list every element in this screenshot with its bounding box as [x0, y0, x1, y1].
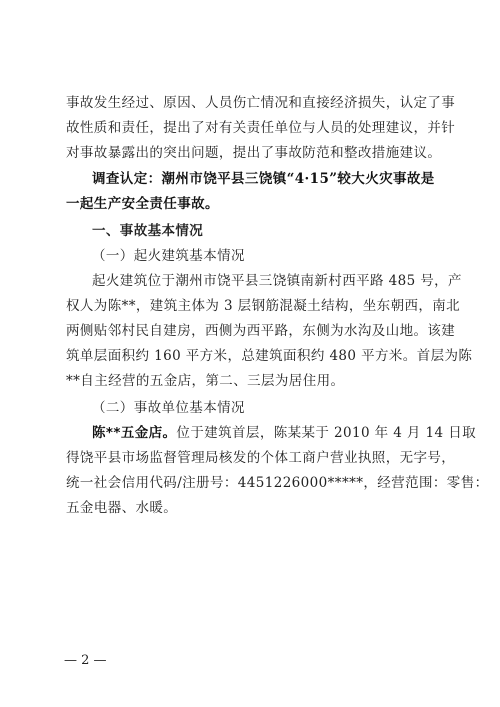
finding-line-2: 一起生产安全责任事故。 [66, 196, 219, 212]
company-name: 陈**五金店。 [92, 425, 177, 441]
finding-line-1 [92, 169, 446, 189]
finding-text-1: 潮州市饶平县三饶镇“4·15”较大火灾事故是 [161, 171, 435, 187]
sub1-heading: （一）起火建筑基本情况 [92, 248, 245, 264]
sub1-line-1: 起火建筑位于潮州市饶平县三饶镇南新村西平路 485 号，产 [92, 273, 462, 289]
sub2-line-2: 得饶平县市场监督管理局核发的个体工商户营业执照，无字号， [66, 450, 456, 466]
sub2-line-4: 五金电器、水暖。 [66, 500, 178, 516]
sub2-line-3: 统一社会信用代码/注册号：4451226000*****，经营范围：零售： [66, 475, 489, 491]
sub1-line-5: **自主经营的五金店，第二、三层为居住用。 [66, 373, 345, 389]
sub2-line-1 [92, 423, 476, 443]
sub1-line-3: 两侧贴邻村民自建房，西侧为西平路，东侧为水沟及山地。该建 [66, 323, 456, 339]
finding-label: 调查认定： [92, 171, 162, 187]
body-line-3: 对事故暴露出的突出问题，提出了事故防范和整改措施建议。 [66, 145, 442, 161]
sub2-heading: （二）事故单位基本情况 [92, 400, 245, 416]
section1-heading: 一、事故基本情况 [92, 223, 204, 239]
sub1-line-4: 筑单层面积约 160 平方米，总建筑面积约 480 平方米。首层为陈 [66, 348, 473, 364]
page-number: — 2 — [64, 653, 107, 668]
body-line-2: 故性质和责任，提出了对有关责任单位与人员的处理建议，并针 [66, 120, 456, 136]
sub1-line-2: 权人为陈**，建筑主体为 3 层钢筋混凝土结构，坐东朝西，南北 [66, 298, 461, 314]
body-line-1: 事故发生经过、原因、人员伤亡情况和直接经济损失，认定了事 [66, 95, 456, 111]
sub2-line-1-text: 位于建筑首层，陈某某于 2010 年 4 月 14 日取 [176, 425, 476, 441]
